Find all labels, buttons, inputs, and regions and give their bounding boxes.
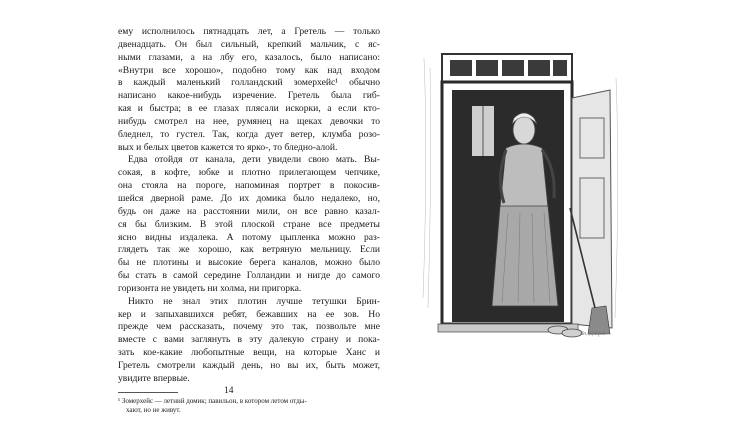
text-line: будь он даже на расстоянии мили, он все равно казал- — [118, 205, 380, 217]
text-line: горизонта не увидеть ни холма, ни пригорка. — [118, 282, 302, 294]
text-line: кер и запыхавшихся ребят, бежавших на ее зов. Но — [118, 308, 380, 320]
body-text — [118, 26, 380, 416]
text-line: Никто не знал этих плотин лучше тетушки Брин- — [128, 295, 380, 307]
text-line: ся бы близким. В этой плоской стране все предметы — [118, 218, 380, 230]
text-line: двенадцать. Он был сильный, крепкий мальчик, с яс- — [118, 38, 380, 50]
text-line: ясно видны издалека. А потому цыпленка можно раз- — [118, 231, 380, 243]
text-line: ему исполнилось пятнадцать лет, а Гретель — только — [118, 26, 380, 37]
text-line: Едва отойдя от канала, дети увидели свою мать. Вы- — [128, 154, 380, 166]
text-line: увидите впервые. — [118, 372, 190, 384]
footnote-line: хают, но не живут. — [126, 406, 181, 415]
text-line: бледнел, то густел. Так, когда дует ветер, клумба розо- — [118, 128, 380, 140]
text-line: глядеть так же хорошо, как ветряную мельницу. Если — [118, 244, 380, 256]
footnote-line: ¹ Зомерхейс — летний домик; павильон, в котором летом отды- — [118, 396, 307, 405]
text-line: «Внутри все хорошо», подобно тому как над входом — [118, 64, 380, 76]
text-line: шейся дверной раме. До их домика было недалеко, но, — [118, 192, 380, 204]
text-line: в каждый маленький голландский зомерхейс¹ обычно — [118, 77, 380, 89]
woman-in-doorway-illustration — [420, 38, 625, 340]
text-line: бы стать в самой середине Голландии и нигде до самого — [118, 270, 380, 282]
text-line: Гретель смотрели каждый день, но вы их, быть может, — [118, 359, 380, 371]
text-line: зать кое-какие любопытные вещи, на которые Ханс и — [118, 347, 380, 359]
text-line: нибудь смотрел на нее, румянец на щеках девочки то — [118, 115, 380, 127]
text-line: вых и белых цветов кажется то ярко-, то бледно-алой. — [118, 141, 338, 153]
text-line: сокая, в кофте, юбке и плотно прилегающем чепчике, — [118, 167, 380, 179]
text-line: бы не плотины и высокие берега каналов, можно было — [118, 257, 380, 269]
text-line: она стояла на пороге, напоминая портрет в покосив- — [118, 180, 380, 192]
page-number: 14 — [224, 386, 234, 396]
text-line: прежде чем рассказать, почему это так, позвольте мне — [118, 321, 380, 333]
text-line: написано какое-нибудь изречение. Гретель была гиб- — [118, 90, 380, 102]
artist-signature: Вл. Д.Брю — [580, 331, 606, 337]
footnote-divider — [118, 392, 178, 393]
text-line: вместе с вами заглянуть в эту далекую страну и пока- — [118, 334, 380, 346]
text-line: кая и быстра; в ее глазах плясали искорки, а если кто- — [118, 103, 380, 115]
text-line: ными глазами, а на лбу его, казалось, было написано: — [118, 51, 380, 63]
